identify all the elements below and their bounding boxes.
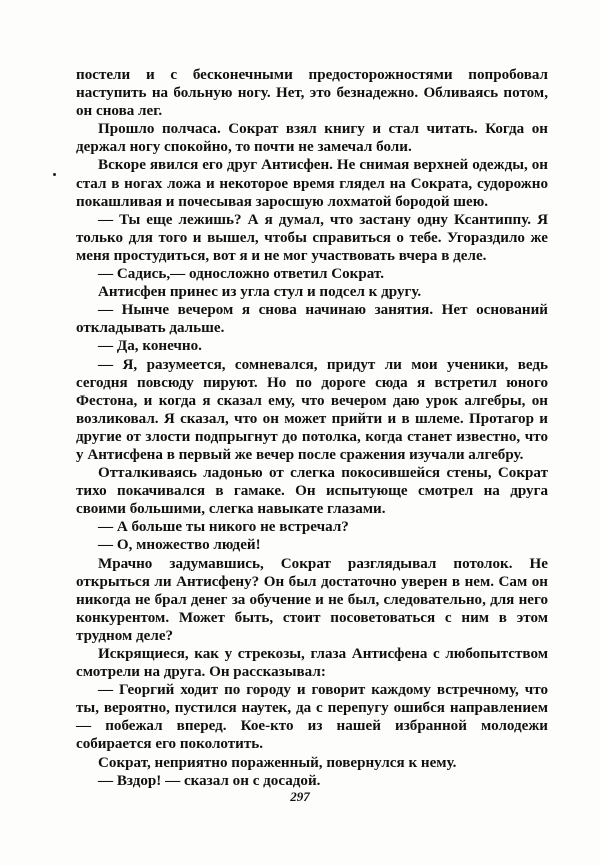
- paragraph: Искрящиеся, как у стрекозы, глаза Антисфена с любопытством смотрели на друга. Он рассказывал:: [76, 646, 548, 681]
- paragraph: — Георгий ходит по городу и говорит каждому встречному, что ты, вероятно, пустился наутек, да с перепугу ошибся направлением — побежал вперед. Кое-кто из нашей избранной молодежи собирается его поколотить.: [76, 682, 548, 753]
- print-speck: [53, 173, 56, 176]
- paragraph: — Да, конечно.: [98, 338, 202, 355]
- paragraph: — А больше ты никого не встречал?: [98, 519, 349, 536]
- paragraph: Прошло полчаса. Сократ взял книгу и стал читать. Когда он держал ногу спокойно, то почти не замечал боли.: [76, 121, 548, 156]
- paragraph: Вскоре явился его друг Антисфен. Не снимая верхней одежды, он стал в ногах ложа и некоторое время глядел на Сократа, судорожно покашливая и почесывая заросшую лохматой бородой шею.: [76, 157, 548, 210]
- paragraph: Мрачно задумавшись, Сократ разглядывал потолок. Не открыться ли Антисфену? Он был достаточно уверен в нем. Сам он никогда не брал денег за обучение и не был, следовательно, для него конкурентом. Может быть, стоит посоветоваться с ним в этом трудном деле?: [76, 555, 548, 644]
- body-text: [76, 66, 548, 790]
- paragraph: — Ты еще лежишь? А я думал, что застану одну Ксантиппу. Я только для того и вышел, чтобы справиться о тебе. Угораздило же меня простудиться, вот я и не мог участвовать вчера в деле.: [76, 211, 548, 264]
- paragraph: — Нынче вечером я снова начинаю занятия. Нет оснований откладывать дальше.: [76, 302, 548, 337]
- paragraph: Антисфен принес из угла стул и подсел к другу.: [98, 284, 422, 301]
- paragraph: — Вздор! — сказал он с досадой.: [98, 772, 321, 789]
- paragraph: постели и с бесконечными предосторожностями попробовал наступить на больную ногу. Нет, это безнадежно. Обливаясь потом, он снова лег.: [76, 67, 548, 120]
- paragraph: — Я, разумеется, сомневался, придут ли мои ученики, ведь сегодня повсюду пируют. Но по дороге сюда я встретил юного Фестона, и когда я сказал ему, что вечером даю урок алгебры, он возликовал. Я сказал, что он может прийти и в шлеме. Протагор и другие от злости подпрыгнут до потолка, когда станет известно, что у Антисфена в первый же вечер после сражения изучали алгебру.: [76, 356, 548, 463]
- page-number: 297: [290, 789, 310, 804]
- paragraph: — Садись,— односложно ответил Сократ.: [98, 266, 384, 283]
- paragraph: Отталкиваясь ладонью от слегка покосившейся стены, Сократ тихо покачивался в гамаке. Он испытующе смотрел на друга своими большими, слегка навыкате глазами.: [76, 465, 548, 518]
- paragraph: — О, множество людей!: [98, 537, 261, 554]
- paragraph: Сократ, неприятно пораженный, повернулся к нему.: [98, 754, 457, 771]
